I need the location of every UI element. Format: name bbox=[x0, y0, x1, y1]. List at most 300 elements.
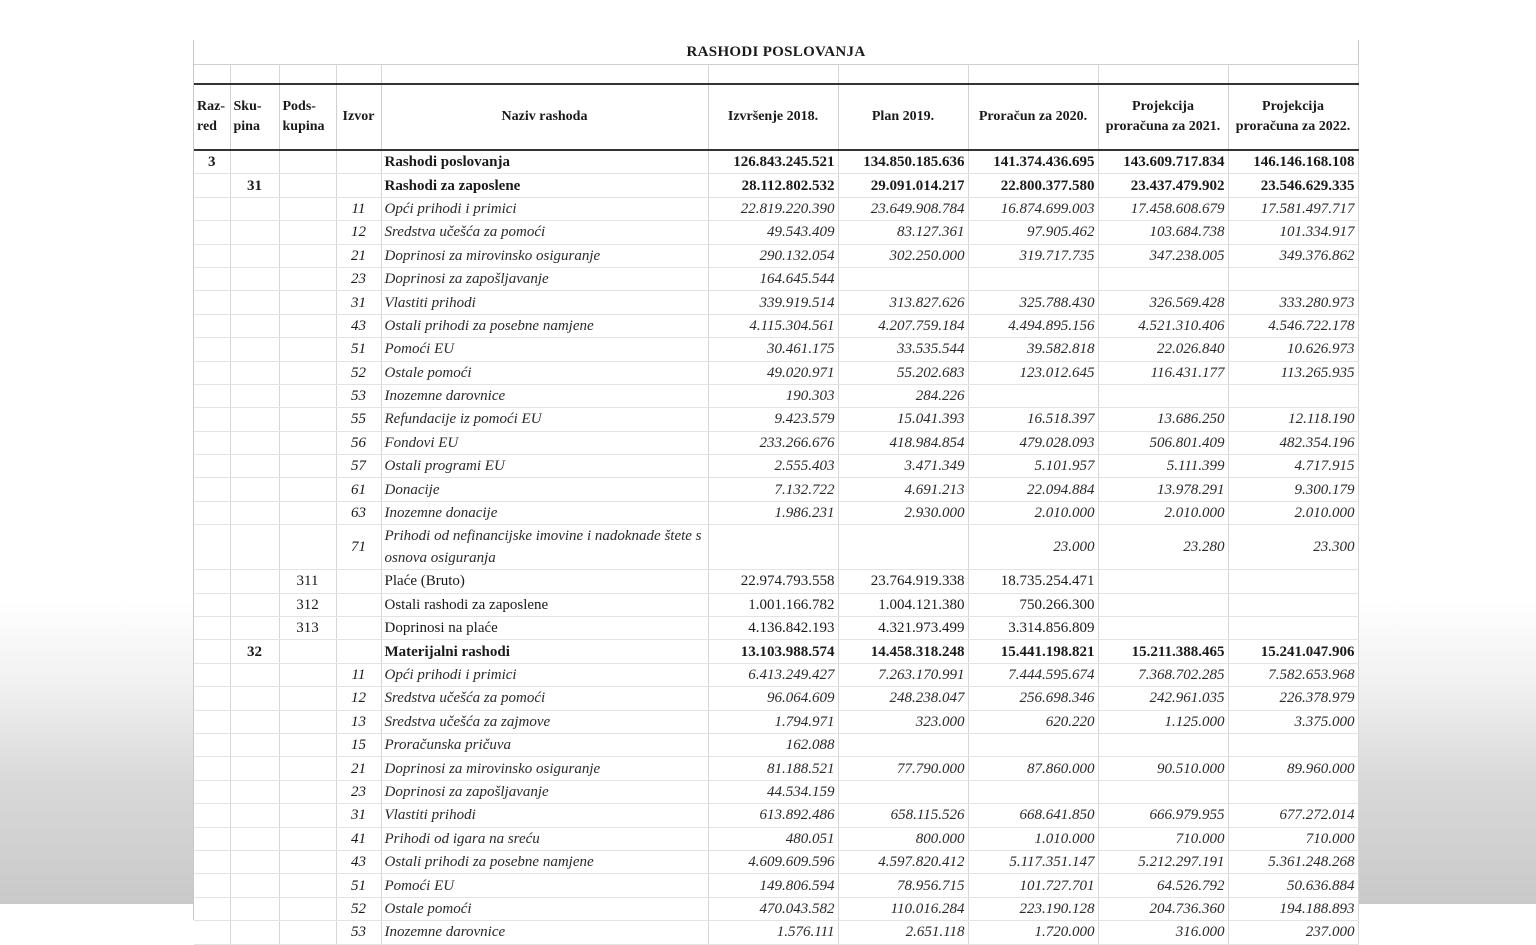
cell-skupina bbox=[230, 757, 279, 780]
table-row bbox=[194, 850, 1358, 873]
cell-izvor: 71 bbox=[336, 525, 381, 570]
cell-projekcija-2021: 5.212.297.191 bbox=[1098, 850, 1228, 873]
table-row bbox=[194, 570, 1358, 593]
header-izvrsenje: Izvršenje 2018. bbox=[708, 84, 838, 150]
cell-skupina bbox=[230, 221, 279, 244]
cell-skupina bbox=[230, 687, 279, 710]
cell-naziv: Pomoći EU bbox=[381, 338, 708, 361]
cell-izvor: 13 bbox=[336, 710, 381, 733]
cell-skupina bbox=[230, 291, 279, 314]
cell-razred bbox=[194, 314, 230, 337]
cell-proracun-2020: 7.444.595.674 bbox=[968, 663, 1098, 686]
cell-izvrsenje-2018: 4.115.304.561 bbox=[708, 314, 838, 337]
table-body bbox=[194, 150, 1358, 944]
cell-podskupina bbox=[279, 710, 336, 733]
cell-projekcija-2022: 50.636.884 bbox=[1228, 874, 1358, 897]
cell-razred bbox=[194, 827, 230, 850]
table-row bbox=[194, 757, 1358, 780]
cell-proracun-2020: 2.010.000 bbox=[968, 501, 1098, 524]
cell-plan-2019: 7.263.170.991 bbox=[838, 663, 968, 686]
cell-projekcija-2021: 1.125.000 bbox=[1098, 710, 1228, 733]
cell-podskupina bbox=[279, 244, 336, 267]
cell-plan-2019: 77.790.000 bbox=[838, 757, 968, 780]
cell-skupina bbox=[230, 570, 279, 593]
cell-skupina bbox=[230, 150, 279, 174]
cell-proracun-2020: 319.717.735 bbox=[968, 244, 1098, 267]
cell-razred bbox=[194, 478, 230, 501]
cell-podskupina: 313 bbox=[279, 617, 336, 640]
cell-naziv: Inozemne darovnice bbox=[381, 384, 708, 407]
table-row bbox=[194, 501, 1358, 524]
cell-podskupina bbox=[279, 827, 336, 850]
cell-proracun-2020: 141.374.436.695 bbox=[968, 150, 1098, 174]
cell-proracun-2020: 123.012.645 bbox=[968, 361, 1098, 384]
cell-projekcija-2021: 116.431.177 bbox=[1098, 361, 1228, 384]
cell-projekcija-2022 bbox=[1228, 593, 1358, 616]
cell-podskupina bbox=[279, 874, 336, 897]
cell-izvrsenje-2018: 233.266.676 bbox=[708, 431, 838, 454]
cell-projekcija-2021 bbox=[1098, 617, 1228, 640]
header-projekcija-2021: Projekcija proračuna za 2021. bbox=[1098, 84, 1228, 150]
table-row bbox=[194, 687, 1358, 710]
header-razred: Raz-red bbox=[194, 84, 230, 150]
cell-izvor: 52 bbox=[336, 897, 381, 920]
cell-izvrsenje-2018: 49.020.971 bbox=[708, 361, 838, 384]
cell-podskupina: 312 bbox=[279, 593, 336, 616]
cell-podskupina bbox=[279, 361, 336, 384]
cell-plan-2019: 323.000 bbox=[838, 710, 968, 733]
cell-plan-2019: 248.238.047 bbox=[838, 687, 968, 710]
cell-plan-2019: 134.850.185.636 bbox=[838, 150, 968, 174]
cell-skupina bbox=[230, 710, 279, 733]
cell-skupina bbox=[230, 897, 279, 920]
cell-proracun-2020: 1.720.000 bbox=[968, 921, 1098, 944]
cell-izvrsenje-2018: 1.794.971 bbox=[708, 710, 838, 733]
cell-skupina bbox=[230, 593, 279, 616]
cell-izvor: 21 bbox=[336, 244, 381, 267]
cell-izvor bbox=[336, 640, 381, 663]
cell-izvrsenje-2018: 6.413.249.427 bbox=[708, 663, 838, 686]
cell-skupina bbox=[230, 267, 279, 290]
cell-razred bbox=[194, 197, 230, 220]
table-row bbox=[194, 174, 1358, 197]
cell-izvor: 11 bbox=[336, 197, 381, 220]
cell-proracun-2020: 325.788.430 bbox=[968, 291, 1098, 314]
cell-skupina bbox=[230, 384, 279, 407]
table-row bbox=[194, 780, 1358, 803]
cell-projekcija-2021: 17.458.608.679 bbox=[1098, 197, 1228, 220]
cell-naziv: Ostale pomoći bbox=[381, 897, 708, 920]
cell-izvor: 53 bbox=[336, 921, 381, 944]
cell-naziv: Inozemne donacije bbox=[381, 501, 708, 524]
cell-projekcija-2022: 15.241.047.906 bbox=[1228, 640, 1358, 663]
cell-izvrsenje-2018: 290.132.054 bbox=[708, 244, 838, 267]
cell-proracun-2020: 39.582.818 bbox=[968, 338, 1098, 361]
cell-plan-2019: 15.041.393 bbox=[838, 408, 968, 431]
cell-projekcija-2022: 677.272.014 bbox=[1228, 804, 1358, 827]
cell-naziv: Proračunska pričuva bbox=[381, 733, 708, 756]
cell-projekcija-2021 bbox=[1098, 733, 1228, 756]
cell-projekcija-2021: 103.684.738 bbox=[1098, 221, 1228, 244]
cell-proracun-2020: 87.860.000 bbox=[968, 757, 1098, 780]
table-row bbox=[194, 338, 1358, 361]
cell-plan-2019: 55.202.683 bbox=[838, 361, 968, 384]
table-row bbox=[194, 525, 1358, 570]
cell-naziv: Doprinosi za zapošljavanje bbox=[381, 267, 708, 290]
cell-naziv: Prihodi od igara na sreću bbox=[381, 827, 708, 850]
cell-razred bbox=[194, 291, 230, 314]
cell-proracun-2020: 16.874.699.003 bbox=[968, 197, 1098, 220]
cell-naziv: Sredstva učešća za zajmove bbox=[381, 710, 708, 733]
cell-projekcija-2022 bbox=[1228, 733, 1358, 756]
cell-podskupina bbox=[279, 174, 336, 197]
cell-razred bbox=[194, 501, 230, 524]
table-row bbox=[194, 408, 1358, 431]
cell-naziv: Materijalni rashodi bbox=[381, 640, 708, 663]
cell-projekcija-2022: 333.280.973 bbox=[1228, 291, 1358, 314]
cell-projekcija-2022: 482.354.196 bbox=[1228, 431, 1358, 454]
cell-skupina bbox=[230, 827, 279, 850]
spreadsheet-page bbox=[193, 40, 1359, 941]
cell-izvor: 43 bbox=[336, 314, 381, 337]
cell-proracun-2020 bbox=[968, 267, 1098, 290]
cell-projekcija-2021: 13.978.291 bbox=[1098, 478, 1228, 501]
header-row bbox=[194, 84, 1358, 150]
cell-podskupina bbox=[279, 408, 336, 431]
cell-naziv: Pomoći EU bbox=[381, 874, 708, 897]
cell-skupina bbox=[230, 361, 279, 384]
cell-razred bbox=[194, 221, 230, 244]
cell-plan-2019 bbox=[838, 267, 968, 290]
cell-proracun-2020: 23.000 bbox=[968, 525, 1098, 570]
cell-projekcija-2021: 143.609.717.834 bbox=[1098, 150, 1228, 174]
spacer-row bbox=[194, 65, 1358, 85]
cell-plan-2019: 14.458.318.248 bbox=[838, 640, 968, 663]
cell-projekcija-2022: 4.717.915 bbox=[1228, 455, 1358, 478]
cell-projekcija-2021 bbox=[1098, 570, 1228, 593]
cell-proracun-2020: 22.800.377.580 bbox=[968, 174, 1098, 197]
cell-proracun-2020: 22.094.884 bbox=[968, 478, 1098, 501]
cell-izvrsenje-2018: 4.609.609.596 bbox=[708, 850, 838, 873]
cell-projekcija-2022: 5.361.248.268 bbox=[1228, 850, 1358, 873]
cell-izvor bbox=[336, 617, 381, 640]
cell-plan-2019: 2.930.000 bbox=[838, 501, 968, 524]
cell-izvor: 23 bbox=[336, 267, 381, 290]
cell-projekcija-2021: 23.437.479.902 bbox=[1098, 174, 1228, 197]
cell-izvrsenje-2018: 44.534.159 bbox=[708, 780, 838, 803]
cell-podskupina bbox=[279, 733, 336, 756]
table-row bbox=[194, 361, 1358, 384]
cell-razred bbox=[194, 361, 230, 384]
cell-izvrsenje-2018: 1.986.231 bbox=[708, 501, 838, 524]
table-row bbox=[194, 478, 1358, 501]
cell-proracun-2020: 223.190.128 bbox=[968, 897, 1098, 920]
cell-plan-2019: 1.004.121.380 bbox=[838, 593, 968, 616]
cell-razred bbox=[194, 757, 230, 780]
cell-podskupina bbox=[279, 478, 336, 501]
cell-razred bbox=[194, 267, 230, 290]
cell-skupina bbox=[230, 314, 279, 337]
cell-skupina bbox=[230, 338, 279, 361]
cell-plan-2019: 658.115.526 bbox=[838, 804, 968, 827]
cell-izvrsenje-2018: 480.051 bbox=[708, 827, 838, 850]
table-row bbox=[194, 663, 1358, 686]
cell-podskupina: 311 bbox=[279, 570, 336, 593]
cell-podskupina bbox=[279, 150, 336, 174]
cell-izvor: 31 bbox=[336, 291, 381, 314]
cell-plan-2019: 800.000 bbox=[838, 827, 968, 850]
cell-razred: 3 bbox=[194, 150, 230, 174]
cell-plan-2019: 4.597.820.412 bbox=[838, 850, 968, 873]
cell-razred bbox=[194, 640, 230, 663]
cell-izvrsenje-2018: 190.303 bbox=[708, 384, 838, 407]
cell-projekcija-2021: 13.686.250 bbox=[1098, 408, 1228, 431]
cell-izvor: 41 bbox=[336, 827, 381, 850]
cell-naziv: Ostali programi EU bbox=[381, 455, 708, 478]
cell-razred bbox=[194, 570, 230, 593]
cell-projekcija-2021: 90.510.000 bbox=[1098, 757, 1228, 780]
cell-projekcija-2021 bbox=[1098, 384, 1228, 407]
table-row bbox=[194, 267, 1358, 290]
table-row bbox=[194, 897, 1358, 920]
table-row bbox=[194, 733, 1358, 756]
cell-naziv: Doprinosi na plaće bbox=[381, 617, 708, 640]
cell-projekcija-2022: 146.146.168.108 bbox=[1228, 150, 1358, 174]
header-izvor: Izvor bbox=[336, 84, 381, 150]
cell-projekcija-2022: 9.300.179 bbox=[1228, 478, 1358, 501]
cell-plan-2019: 4.207.759.184 bbox=[838, 314, 968, 337]
cell-proracun-2020: 15.441.198.821 bbox=[968, 640, 1098, 663]
cell-izvrsenje-2018: 162.088 bbox=[708, 733, 838, 756]
cell-izvrsenje-2018: 149.806.594 bbox=[708, 874, 838, 897]
cell-naziv: Opći prihodi i primici bbox=[381, 663, 708, 686]
cell-izvrsenje-2018: 22.974.793.558 bbox=[708, 570, 838, 593]
cell-projekcija-2022: 12.118.190 bbox=[1228, 408, 1358, 431]
cell-izvrsenje-2018: 1.576.111 bbox=[708, 921, 838, 944]
cell-naziv: Doprinosi za mirovinsko osiguranje bbox=[381, 757, 708, 780]
table-row bbox=[194, 221, 1358, 244]
cell-izvrsenje-2018: 470.043.582 bbox=[708, 897, 838, 920]
cell-naziv: Doprinosi za zapošljavanje bbox=[381, 780, 708, 803]
cell-projekcija-2022 bbox=[1228, 617, 1358, 640]
cell-proracun-2020: 1.010.000 bbox=[968, 827, 1098, 850]
cell-skupina bbox=[230, 408, 279, 431]
cell-skupina: 32 bbox=[230, 640, 279, 663]
cell-izvor: 57 bbox=[336, 455, 381, 478]
cell-naziv: Vlastiti prihodi bbox=[381, 804, 708, 827]
cell-izvor: 63 bbox=[336, 501, 381, 524]
cell-plan-2019: 4.321.973.499 bbox=[838, 617, 968, 640]
cell-plan-2019: 23.649.908.784 bbox=[838, 197, 968, 220]
cell-izvrsenje-2018: 7.132.722 bbox=[708, 478, 838, 501]
cell-razred bbox=[194, 408, 230, 431]
cell-proracun-2020 bbox=[968, 733, 1098, 756]
cell-izvrsenje-2018: 49.543.409 bbox=[708, 221, 838, 244]
cell-projekcija-2021: 326.569.428 bbox=[1098, 291, 1228, 314]
cell-projekcija-2022 bbox=[1228, 384, 1358, 407]
cell-podskupina bbox=[279, 501, 336, 524]
cell-razred bbox=[194, 525, 230, 570]
cell-podskupina bbox=[279, 384, 336, 407]
cell-projekcija-2021: 347.238.005 bbox=[1098, 244, 1228, 267]
cell-podskupina bbox=[279, 525, 336, 570]
cell-naziv: Donacije bbox=[381, 478, 708, 501]
cell-plan-2019: 3.471.349 bbox=[838, 455, 968, 478]
cell-razred bbox=[194, 455, 230, 478]
header-naziv: Naziv rashoda bbox=[381, 84, 708, 150]
cell-proracun-2020: 668.641.850 bbox=[968, 804, 1098, 827]
cell-podskupina bbox=[279, 687, 336, 710]
cell-projekcija-2021: 204.736.360 bbox=[1098, 897, 1228, 920]
cell-proracun-2020: 256.698.346 bbox=[968, 687, 1098, 710]
table-row bbox=[194, 804, 1358, 827]
cell-razred bbox=[194, 804, 230, 827]
cell-razred bbox=[194, 874, 230, 897]
cell-izvrsenje-2018: 30.461.175 bbox=[708, 338, 838, 361]
cell-izvor bbox=[336, 570, 381, 593]
cell-proracun-2020: 101.727.701 bbox=[968, 874, 1098, 897]
cell-plan-2019: 23.764.919.338 bbox=[838, 570, 968, 593]
cell-projekcija-2021: 7.368.702.285 bbox=[1098, 663, 1228, 686]
cell-plan-2019: 302.250.000 bbox=[838, 244, 968, 267]
cell-naziv: Opći prihodi i primici bbox=[381, 197, 708, 220]
cell-skupina bbox=[230, 244, 279, 267]
cell-proracun-2020 bbox=[968, 780, 1098, 803]
cell-skupina bbox=[230, 780, 279, 803]
cell-razred bbox=[194, 244, 230, 267]
cell-proracun-2020: 750.266.300 bbox=[968, 593, 1098, 616]
cell-podskupina bbox=[279, 640, 336, 663]
table-row bbox=[194, 314, 1358, 337]
cell-izvor: 43 bbox=[336, 850, 381, 873]
table-row bbox=[194, 291, 1358, 314]
cell-izvor: 55 bbox=[336, 408, 381, 431]
header-plan: Plan 2019. bbox=[838, 84, 968, 150]
cell-skupina bbox=[230, 617, 279, 640]
cell-naziv: Rashodi za zaposlene bbox=[381, 174, 708, 197]
cell-plan-2019 bbox=[838, 525, 968, 570]
cell-naziv: Ostali rashodi za zaposlene bbox=[381, 593, 708, 616]
cell-projekcija-2021: 242.961.035 bbox=[1098, 687, 1228, 710]
table-row bbox=[194, 197, 1358, 220]
cell-projekcija-2022 bbox=[1228, 780, 1358, 803]
cell-projekcija-2021: 15.211.388.465 bbox=[1098, 640, 1228, 663]
cell-plan-2019: 110.016.284 bbox=[838, 897, 968, 920]
table-row bbox=[194, 617, 1358, 640]
cell-naziv: Doprinosi za mirovinsko osiguranje bbox=[381, 244, 708, 267]
cell-projekcija-2022 bbox=[1228, 570, 1358, 593]
cell-skupina bbox=[230, 733, 279, 756]
table-row bbox=[194, 150, 1358, 174]
cell-projekcija-2021 bbox=[1098, 593, 1228, 616]
cell-podskupina bbox=[279, 338, 336, 361]
cell-plan-2019: 313.827.626 bbox=[838, 291, 968, 314]
cell-izvor: 12 bbox=[336, 687, 381, 710]
cell-izvrsenje-2018: 9.423.579 bbox=[708, 408, 838, 431]
cell-plan-2019: 284.226 bbox=[838, 384, 968, 407]
cell-proracun-2020: 18.735.254.471 bbox=[968, 570, 1098, 593]
cell-projekcija-2021: 5.111.399 bbox=[1098, 455, 1228, 478]
cell-razred bbox=[194, 663, 230, 686]
cell-izvrsenje-2018 bbox=[708, 525, 838, 570]
cell-plan-2019: 33.535.544 bbox=[838, 338, 968, 361]
cell-izvrsenje-2018: 22.819.220.390 bbox=[708, 197, 838, 220]
cell-naziv: Ostali prihodi za posebne namjene bbox=[381, 850, 708, 873]
cell-izvor: 15 bbox=[336, 733, 381, 756]
cell-izvrsenje-2018: 96.064.609 bbox=[708, 687, 838, 710]
cell-razred bbox=[194, 780, 230, 803]
table-row bbox=[194, 431, 1358, 454]
cell-izvrsenje-2018: 81.188.521 bbox=[708, 757, 838, 780]
cell-izvrsenje-2018: 339.919.514 bbox=[708, 291, 838, 314]
cell-skupina bbox=[230, 197, 279, 220]
cell-proracun-2020: 479.028.093 bbox=[968, 431, 1098, 454]
cell-izvor bbox=[336, 593, 381, 616]
cell-podskupina bbox=[279, 897, 336, 920]
cell-projekcija-2022: 113.265.935 bbox=[1228, 361, 1358, 384]
cell-projekcija-2022: 23.300 bbox=[1228, 525, 1358, 570]
cell-razred bbox=[194, 174, 230, 197]
header-podskupina: Pods-kupina bbox=[279, 84, 336, 150]
cell-podskupina bbox=[279, 780, 336, 803]
cell-naziv: Refundacije iz pomoći EU bbox=[381, 408, 708, 431]
cell-naziv: Ostali prihodi za posebne namjene bbox=[381, 314, 708, 337]
cell-izvor: 11 bbox=[336, 663, 381, 686]
cell-projekcija-2022: 7.582.653.968 bbox=[1228, 663, 1358, 686]
cell-izvor: 23 bbox=[336, 780, 381, 803]
cell-projekcija-2021 bbox=[1098, 780, 1228, 803]
cell-skupina bbox=[230, 525, 279, 570]
cell-skupina bbox=[230, 455, 279, 478]
cell-plan-2019: 2.651.118 bbox=[838, 921, 968, 944]
cell-naziv: Sredstva učešća za pomoći bbox=[381, 221, 708, 244]
cell-izvor: 51 bbox=[336, 338, 381, 361]
cell-projekcija-2021: 316.000 bbox=[1098, 921, 1228, 944]
table-row bbox=[194, 921, 1358, 944]
cell-plan-2019: 78.956.715 bbox=[838, 874, 968, 897]
cell-proracun-2020: 97.905.462 bbox=[968, 221, 1098, 244]
cell-projekcija-2021: 22.026.840 bbox=[1098, 338, 1228, 361]
cell-izvrsenje-2018: 2.555.403 bbox=[708, 455, 838, 478]
cell-izvrsenje-2018: 164.645.544 bbox=[708, 267, 838, 290]
cell-plan-2019: 4.691.213 bbox=[838, 478, 968, 501]
cell-razred bbox=[194, 617, 230, 640]
cell-skupina bbox=[230, 501, 279, 524]
cell-naziv: Vlastiti prihodi bbox=[381, 291, 708, 314]
cell-projekcija-2022: 101.334.917 bbox=[1228, 221, 1358, 244]
cell-projekcija-2022: 4.546.722.178 bbox=[1228, 314, 1358, 337]
cell-razred bbox=[194, 687, 230, 710]
table-row bbox=[194, 874, 1358, 897]
cell-naziv: Plaće (Bruto) bbox=[381, 570, 708, 593]
cell-podskupina bbox=[279, 850, 336, 873]
cell-projekcija-2022: 226.378.979 bbox=[1228, 687, 1358, 710]
cell-naziv: Sredstva učešća za pomoći bbox=[381, 687, 708, 710]
cell-podskupina bbox=[279, 921, 336, 944]
cell-projekcija-2021: 506.801.409 bbox=[1098, 431, 1228, 454]
cell-izvor bbox=[336, 174, 381, 197]
cell-skupina bbox=[230, 850, 279, 873]
cell-podskupina bbox=[279, 221, 336, 244]
cell-izvor: 12 bbox=[336, 221, 381, 244]
cell-projekcija-2022: 89.960.000 bbox=[1228, 757, 1358, 780]
cell-izvor: 61 bbox=[336, 478, 381, 501]
cell-projekcija-2022: 17.581.497.717 bbox=[1228, 197, 1358, 220]
cell-proracun-2020: 5.101.957 bbox=[968, 455, 1098, 478]
cell-podskupina bbox=[279, 804, 336, 827]
cell-projekcija-2021 bbox=[1098, 267, 1228, 290]
cell-naziv: Ostale pomoći bbox=[381, 361, 708, 384]
